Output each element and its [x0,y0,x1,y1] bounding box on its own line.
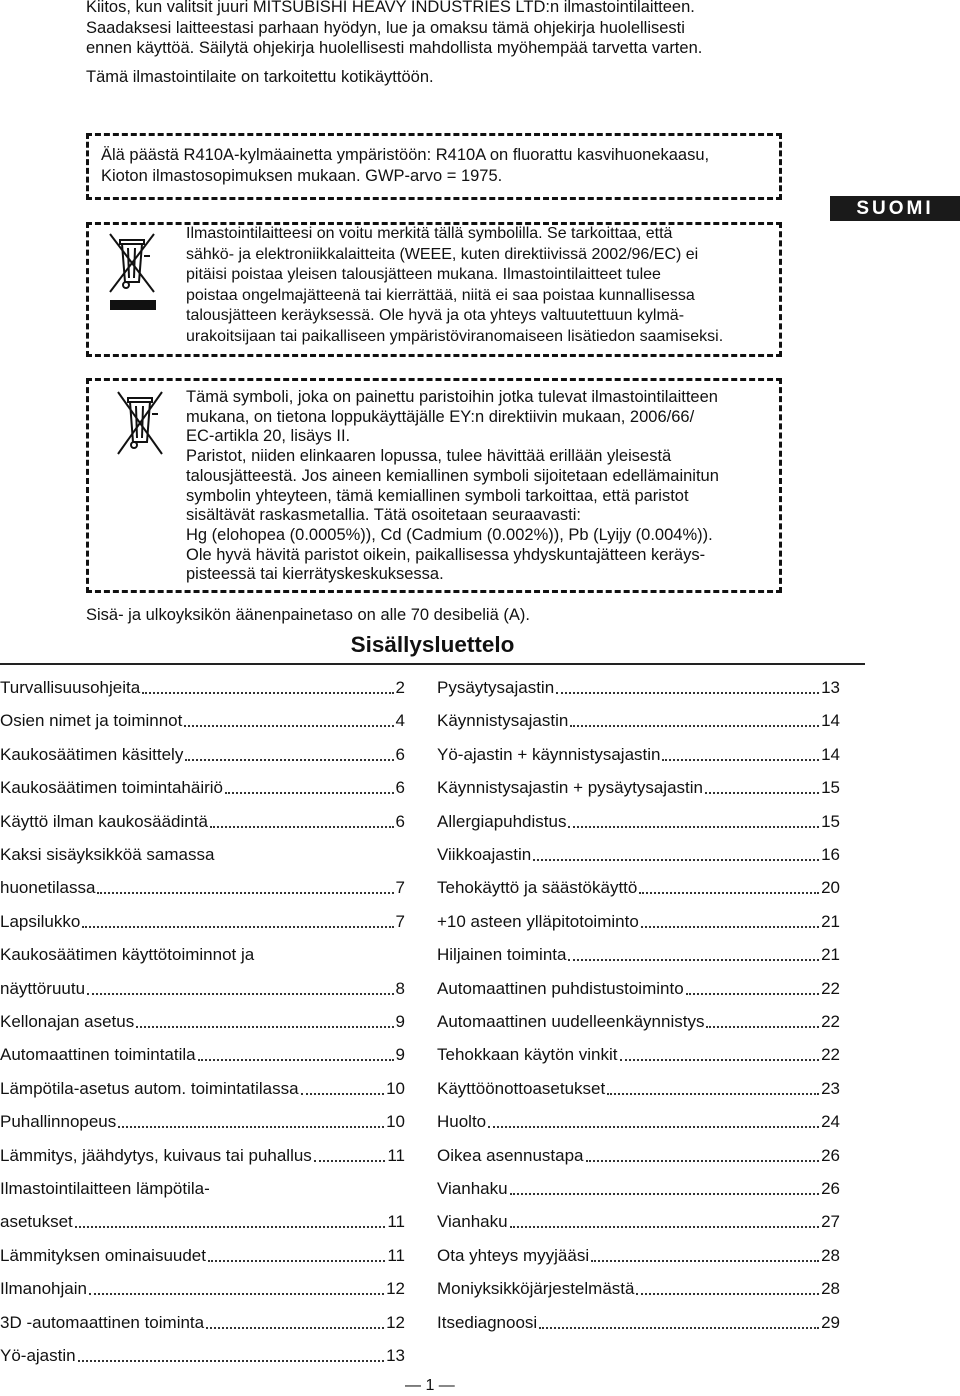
toc-entry[interactable] [437,810,840,832]
toc-entry[interactable] [437,1077,840,1099]
toc-dot-leader [198,1047,394,1061]
battery-line: symbolin yhteyteen, tämä kemiallinen symboli tarkoittaa, että paristot [186,486,689,505]
toc-entry[interactable] [437,1244,840,1266]
weee-line: urakoitsijaan tai paikalliseen ympäristöviranomaiseen lisätiedon saamiseksi. [186,327,724,345]
toc-entry-label: Lämmitys, jäähdytys, kuivaus tai puhallus [0,1145,312,1165]
toc-entry-label: Turvallisuusohjeita [0,678,141,697]
toc-dot-leader [533,847,819,861]
toc-entry-label: Käyttöönottoasetukset [437,1078,606,1098]
weee-line: Ilmastointilaitteesi on voitu merkitä tällä symbolilla. Se tarkoittaa, että [186,225,673,242]
toc-dot-leader [210,814,394,828]
toc-entry[interactable] [0,977,405,999]
toc-entry-label: Yö-ajastin + käynnistysajastin [437,744,661,764]
battery-line: mukana, on tietona loppukäyttäjälle EY:n direktiivin mukaan, 2006/66/ [186,407,695,426]
toc-entry[interactable] [0,1043,405,1065]
toc-entry-label: Tehokäyttö ja säästökäyttö [437,878,638,898]
toc-dot-leader [75,1214,386,1228]
toc-entry-page: 11 [387,1145,405,1165]
intro-line-3: ennen käyttöä. Säilytä ohjekirja huolellisesti mahdollista myöhempää tarvetta varten. [86,39,703,57]
toc-dot-leader [639,880,819,894]
toc-dot-leader [488,1114,819,1128]
toc-entry-page: 15 [821,811,840,831]
toc-dot-leader [556,680,819,694]
toc-entry[interactable] [437,1110,840,1132]
toc-dot-leader [87,981,393,995]
toc-entry-page: 23 [821,1078,840,1098]
weee-line: pitäisi poistaa yleisen talousjätteen mukana. Ilmastointilaitteet tulee [186,266,661,283]
toc-entry-page: 26 [821,1179,840,1198]
toc-entry[interactable] [437,1277,840,1299]
toc-entry-label: 3D -automaattinen toiminta [0,1312,205,1332]
toc-entry[interactable] [437,1311,840,1333]
toc-entry[interactable] [0,1210,405,1232]
battery-line: talousjätteestä. Jos aineen kemiallinen symboli sijoitetaan edellämainitun [186,466,719,485]
toc-entry-page: 7 [395,878,405,898]
toc-entry[interactable] [437,1010,840,1032]
toc-entry-label: Käynnistysajastin + pysäytysajastin [437,778,703,798]
toc-entry-page: 6 [395,811,405,831]
toc-entry[interactable] [0,1311,405,1333]
toc-dot-leader [539,1315,819,1329]
refrigerant-warning-text [101,145,709,186]
toc-entry-page: 28 [821,1245,840,1265]
toc-entry-page: 13 [386,1346,405,1365]
toc-entry[interactable] [0,843,405,865]
toc-dot-leader [184,713,393,727]
toc-entry-label: Käyttö ilman kaukosäädintä [0,811,208,831]
toc-dot-leader [568,947,819,961]
noise-level-note: Sisä- ja ulkoyksikön äänenpainetaso on alle 70 desibeliä (A). [86,606,530,624]
toc-entry[interactable] [437,977,840,999]
intro-line-2: Saadaksesi laitteestasi parhaan hyödyn, lue ja omaksu tämä ohjekirja huolellisesti [86,18,685,37]
toc-dot-leader [225,780,394,794]
toc-dot-leader [591,1248,819,1262]
toc-dot-leader [118,1114,384,1128]
toc-dot-leader [82,914,393,928]
toc-entry-page: 24 [821,1112,840,1132]
toc-entry-label: Huolto [437,1112,487,1132]
toc-entry-label: Vianhaku [437,1179,508,1198]
crossed-bin-bar-icon [104,226,160,321]
toc-entry-page: 14 [821,711,840,731]
toc-dot-leader [208,1248,385,1262]
crossed-bin-icon [112,384,168,469]
toc-entry-label: Hiljainen toiminta [437,945,567,965]
toc-entry-label: näyttöruutu [0,978,86,998]
toc-entry[interactable] [0,1110,405,1132]
toc-dot-leader [586,1148,820,1162]
toc-divider [0,663,865,665]
toc-entry[interactable] [437,1144,840,1166]
toc-dot-leader [78,1348,384,1362]
toc-left-column [0,676,405,1376]
toc-entry-label: Käynnistysajastin [437,711,569,731]
toc-entry-label: Moniyksikköjärjestelmästä [437,1279,635,1299]
toc-entry[interactable] [437,709,840,731]
toc-entry-label: Lapsilukko [0,911,81,931]
toc-entry-page: 22 [821,978,840,998]
toc-entry-page: 6 [395,744,405,764]
toc-entry[interactable] [0,1344,405,1366]
toc-dot-leader [510,1214,819,1228]
toc-entry-label: Vianhaku [437,1212,508,1232]
toc-entry-page: 7 [395,911,405,931]
toc-entry-label: Ilmanohjain [0,1279,87,1299]
language-tab: SUOMI [830,196,960,221]
battery-line: Hg (elohopea (0.0005%)), Cd (Cadmium (0.002%)), Pb (Lyijy (0.004%)). [186,525,713,544]
toc-dot-leader [510,1181,819,1195]
toc-dot-leader [636,1281,819,1295]
toc-dot-leader [662,747,819,761]
toc-entry-label: Tehokkaan käytön vinkit [437,1045,618,1065]
intro-line-4: Tämä ilmastointilaite on tarkoitettu kotikäyttöön. [86,67,434,86]
toc-entry-label: Oikea asennustapa [437,1145,584,1165]
toc-entry[interactable] [437,743,840,765]
toc-dot-leader [142,680,393,694]
toc-entry-label: Ilmastointilaitteen lämpötila- [0,1179,210,1198]
toc-entry-label: Yö-ajastin [0,1346,76,1365]
toc-entry[interactable] [0,943,405,965]
toc-entry-page: 16 [821,845,840,864]
toc-entry-label: Pysäytysajastin [437,678,555,697]
toc-entry-page: 6 [395,778,405,798]
toc-entry-label: Automaattinen uudelleenkäynnistys [437,1012,705,1031]
toc-dot-leader [301,1081,384,1095]
toc-entry-page: 28 [821,1279,840,1299]
toc-dot-leader [705,780,819,794]
toc-entry-page: 12 [386,1312,405,1332]
battery-line: Paristot, niiden elinkaaren lopussa, tulee hävittää erillään yleisestä [186,447,672,466]
toc-right-column [437,676,840,1376]
toc-dot-leader [686,981,819,995]
toc-entry[interactable] [437,1043,840,1065]
toc-dot-leader [706,1014,819,1028]
weee-line: talousjätteen keräyksessä. Ole hyvä ja ota yhteys valtuutettuun kylmä- [186,307,685,324]
toc-entry-page: 21 [821,911,840,931]
toc-dot-leader [185,747,393,761]
toc-entry-page: 12 [386,1279,405,1299]
toc-entry-page: 21 [821,945,840,965]
page-number: — 1 — [405,1377,455,1394]
toc-entry[interactable] [437,776,840,798]
toc-entry[interactable] [0,743,405,765]
toc-dot-leader [206,1315,384,1329]
toc-entry[interactable] [0,1244,405,1266]
intro-text [86,0,786,87]
battery-line: EC-artikla 20, lisäys II. [186,427,351,446]
toc-dot-leader [570,713,819,727]
toc-entry-label: +10 asteen ylläpitotoiminto [437,911,639,931]
toc-entry[interactable] [0,910,405,932]
toc-entry-page: 13 [821,678,840,697]
toc-entry-label: Kellonajan asetus [0,1012,135,1031]
battery-line: pisteessä tai kierrätyskeskuksessa. [186,565,444,584]
toc-entry-label: Allergiapuhdistus [437,811,567,831]
toc-entry-page: 10 [386,1078,405,1098]
toc-entry-page: 2 [395,678,405,697]
toc-entry[interactable] [437,943,840,965]
toc-entry-page: 8 [395,978,405,998]
toc-entry-label: Ota yhteys myyjääsi [437,1245,590,1265]
toc-entry-label: Viikkoajastin [437,845,532,864]
toc-entry-label: Lämpötila-asetus autom. toimintatilassa [0,1078,299,1098]
toc-entry[interactable] [0,1077,405,1099]
toc-entry-label: Lämmityksen ominaisuudet [0,1245,206,1265]
toc-entry[interactable] [437,1177,840,1199]
toc-dot-leader [620,1047,820,1061]
toc-entry-label: Kaukosäätimen toimintahäiriö [0,778,224,798]
toc-dot-leader [89,1281,384,1295]
toc-entry-label: huonetilassa [0,878,96,898]
toc-entry-page: 22 [821,1045,840,1065]
toc-entry-page: 26 [821,1145,840,1165]
toc-title: Sisällysluettelo [350,632,515,657]
toc-dot-leader [607,1081,819,1095]
toc-entry[interactable] [0,676,405,698]
weee-text [186,224,723,347]
toc-dot-leader [568,814,819,828]
toc-dot-leader [97,880,393,894]
toc-entry-page: 14 [821,744,840,764]
toc-entry-label: Kaksi sisäyksikköä samassa [0,845,215,864]
intro-line-1: Kiitos, kun valitsit juuri MITSUBISHI HEAVY INDUSTRIES LTD:n ilmastointilaitteen. [86,0,695,16]
toc-entry-label: Kaukosäätimen käsittely [0,744,184,764]
toc-entry[interactable] [437,910,840,932]
weee-line: poistaa ongelmajätteenä tai kierrättää, niitä ei saa poistaa kunnallisessa [186,286,695,304]
refrigerant-line-2: Kioton ilmastosopimuksen mukaan. GWP-arvo = 1975. [101,166,503,185]
toc-entry-label: Itsediagnoosi [437,1312,538,1332]
weee-line: sähkö- ja elektroniikkalaitteita (WEEE, kuten direktiivissä 2002/96/EC) ei [186,245,699,263]
toc-entry[interactable] [0,876,405,898]
battery-line: Ole hyvä hävitä paristot oikein, paikallisessa yhdyskuntajätteen keräys- [186,545,706,564]
toc-entry-page: 22 [821,1012,840,1031]
toc-entry-page: 27 [821,1212,840,1232]
toc-dot-leader [314,1148,386,1162]
toc-entry-label: Osien nimet ja toiminnot [0,711,183,731]
toc-entry-page: 20 [821,878,840,898]
toc-entry-page: 9 [395,1012,405,1031]
toc-dot-leader [136,1014,393,1028]
toc-entry[interactable] [0,1010,405,1032]
toc-entry-page: 9 [395,1045,405,1065]
toc-entry[interactable] [437,1210,840,1232]
battery-line: Tämä symboli, joka on painettu paristoihin jotka tulevat ilmastointilaitteen [186,388,718,406]
toc-entry-page: 4 [395,711,405,731]
toc-entry[interactable] [0,709,405,731]
toc-entry-page: 11 [387,1212,405,1232]
refrigerant-line-1: Älä päästä R410A-kylmäainetta ympäristöön: R410A on fluorattu kasvihuonekaasu, [101,146,710,164]
battery-text [186,388,719,585]
toc-entry-page: 29 [821,1312,840,1332]
toc-entry-page: 15 [821,778,840,798]
toc-entry[interactable] [0,1144,405,1166]
toc-entry[interactable] [0,776,405,798]
toc-entry-label: asetukset [0,1212,73,1232]
battery-line: sisältävät raskasmetallia. Tätä osoitetaan seuraavasti: [186,506,581,525]
toc-entry-page: 10 [386,1112,405,1132]
toc-entry[interactable] [437,843,840,865]
toc-entry-label: Puhallinnopeus [0,1112,117,1132]
toc-entry[interactable] [0,810,405,832]
toc-entry-label: Automaattinen toimintatila [0,1045,196,1065]
toc-entry-label: Automaattinen puhdistustoiminto [437,978,684,998]
toc-dot-leader [641,914,819,928]
toc-entry-page: 11 [387,1245,405,1265]
toc-entry-label: Kaukosäätimen käyttötoiminnot ja [0,945,255,965]
toc-entry[interactable] [0,1177,405,1199]
toc-entry[interactable] [437,676,840,698]
toc-entry[interactable] [437,876,840,898]
toc-entry[interactable] [0,1277,405,1299]
